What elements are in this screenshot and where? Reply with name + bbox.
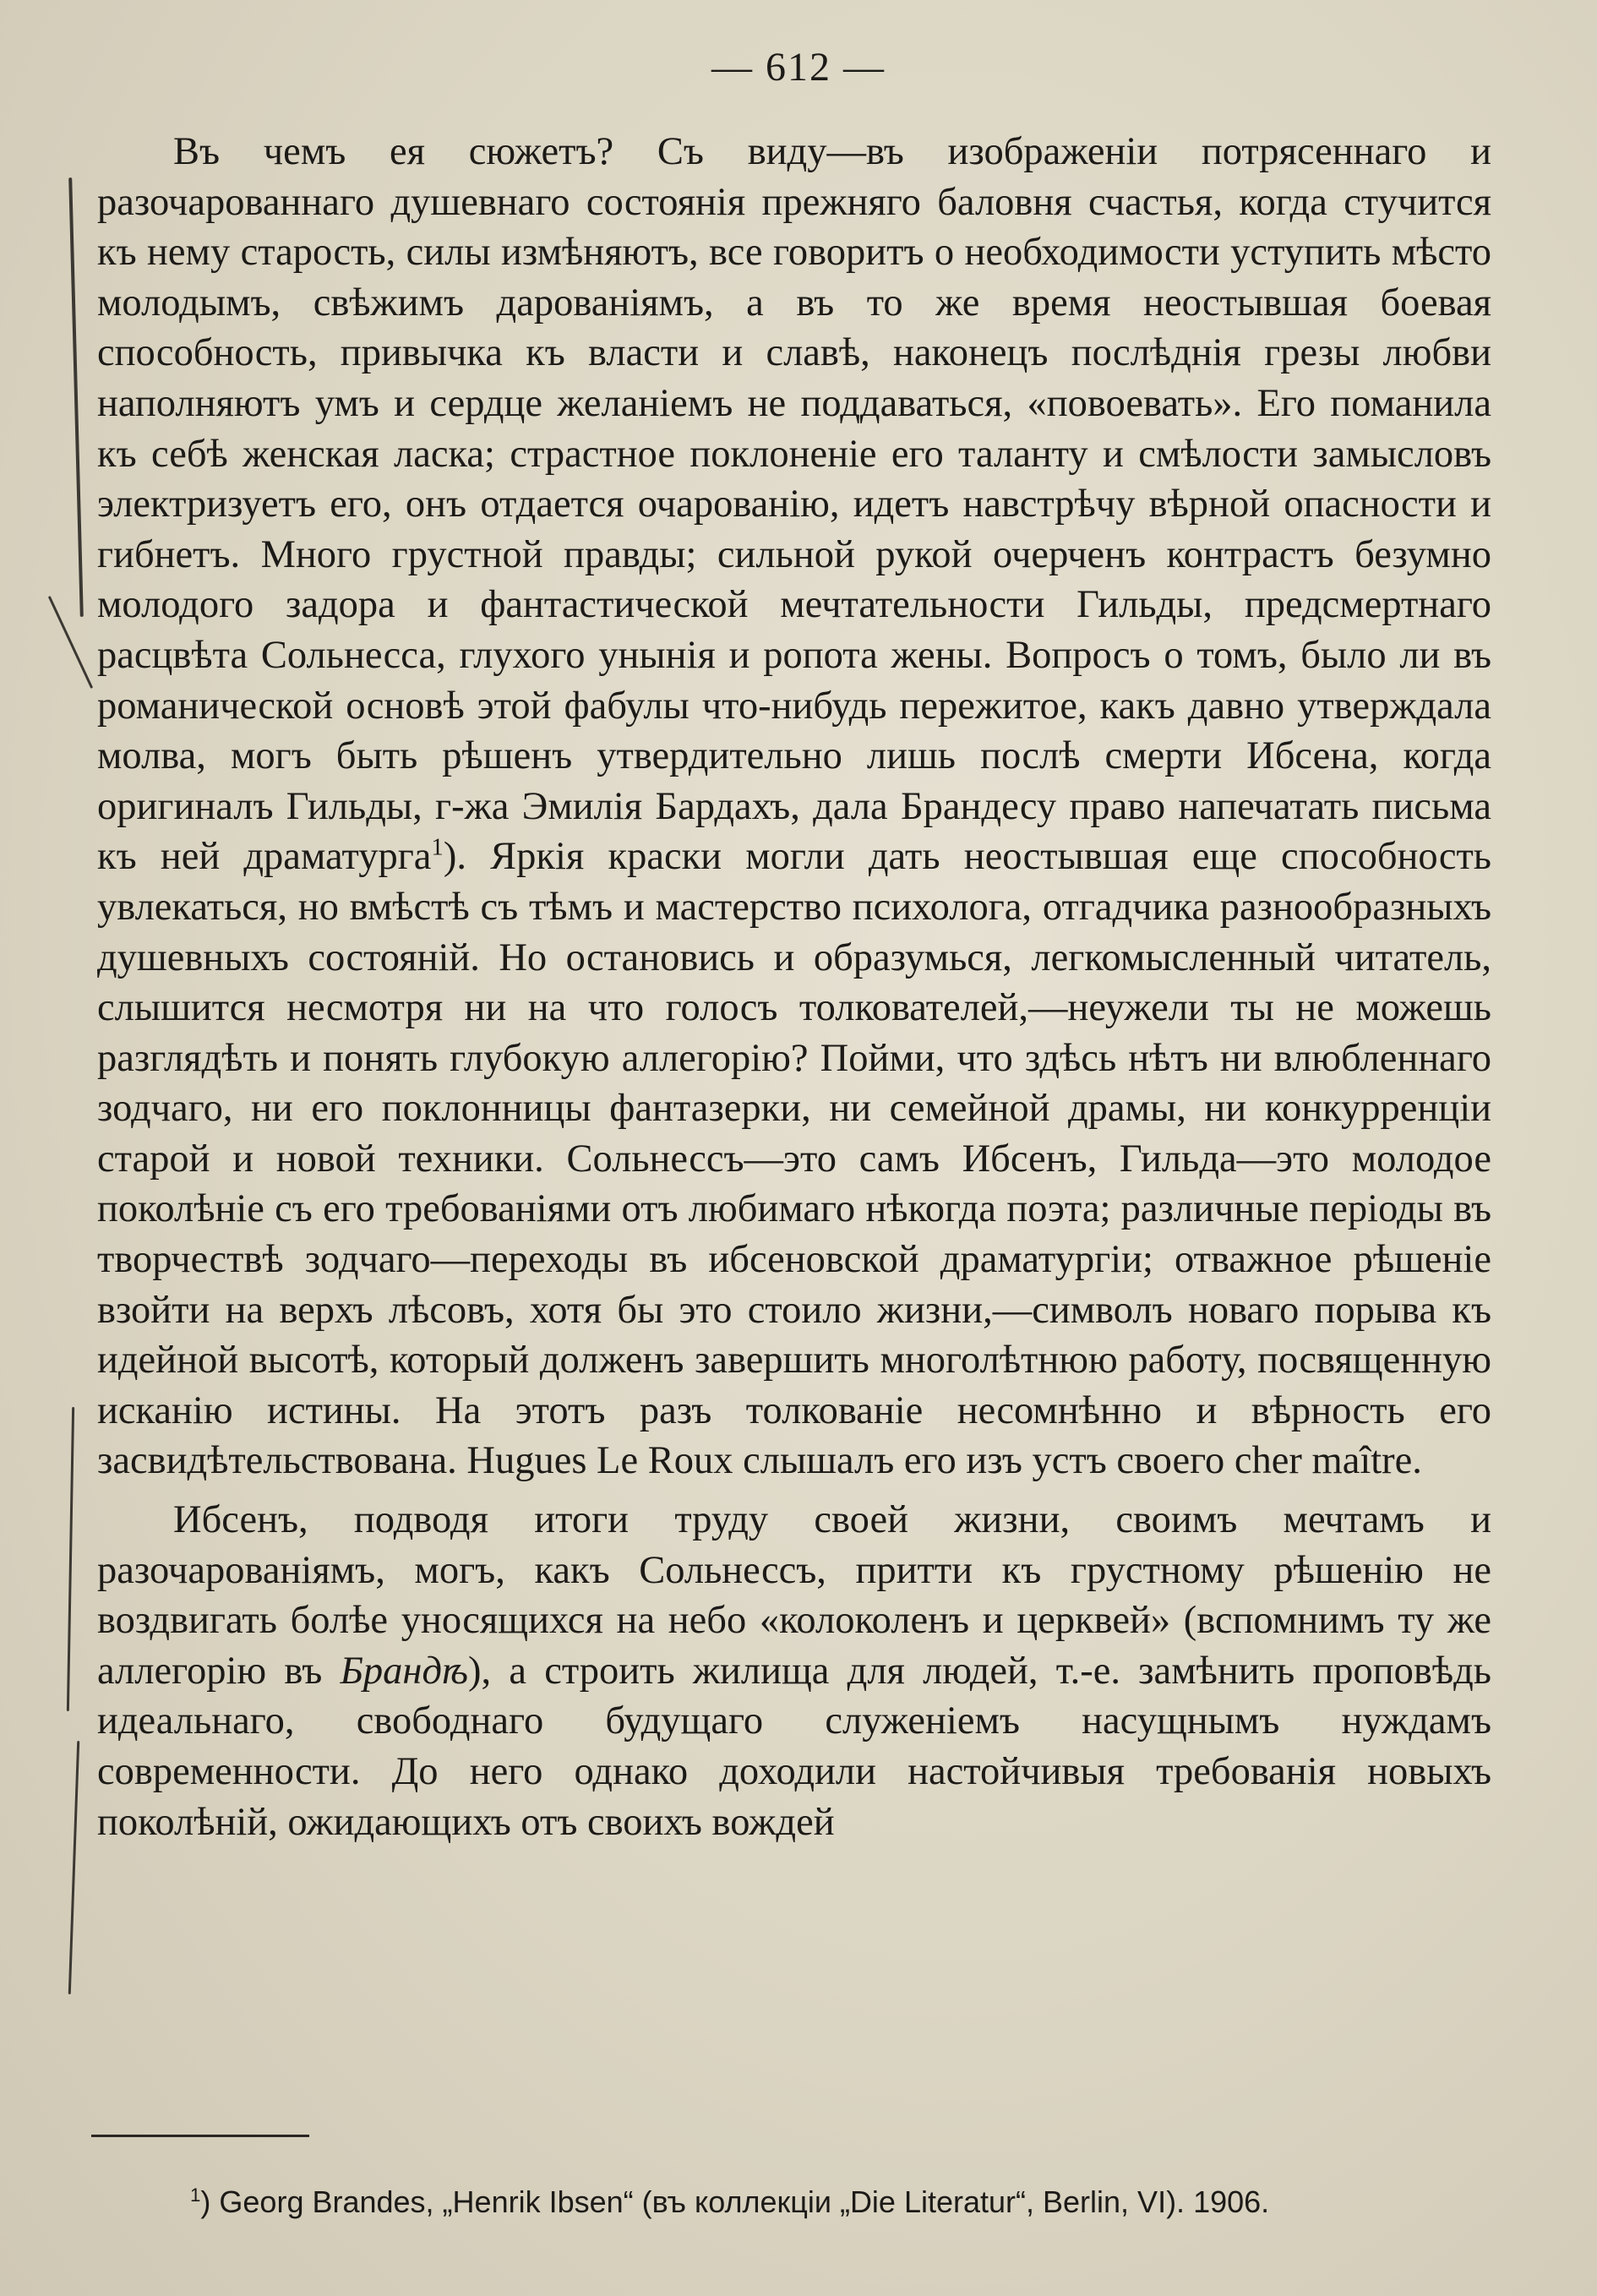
paragraph-2: [97, 1495, 1491, 1847]
margin-pencil-mark: [68, 177, 84, 617]
paragraph-2-text: Ибсенъ, подводя итоги труду своей жизни, своимъ мечтамъ и разочарованіямъ, могъ, какъ Сольнессъ, притти къ грустному рѣшенію не воздвигать болѣе уносящихся на небо «колоколенъ и церквей» (вспомнимъ ту же аллегорію въ: [97, 1498, 1491, 1693]
paragraph-1-text: Въ чемъ ея сюжетъ? Съ виду—въ изображеніи потрясеннаго и разочарованнаго душевнаго состоянія прежняго баловня счастья, когда стучится къ нему старость, силы измѣняютъ, все говоритъ о необходимости уступить мѣсто молодымъ, свѣжимъ дарованіямъ, а въ то же время неостывшая боевая способность, привычка къ власти и славѣ, наконецъ послѣднія грезы любви наполняютъ умъ и сердце желаніемъ не поддаваться, «повоевать». Его поманила къ себѣ женская ласка; страстное поклоненіе его таланту и смѣлости замысловъ электризуетъ его, онъ отдается очарованію, идетъ навстрѣчу вѣрной опасности и гибнетъ. Много грустной правды; сильной рукой очерченъ контрастъ безумно молодого задора и фантастической мечтательности Гильды, предсмертнаго расцвѣта Сольнесса, глухого унынія и ропота жены. Вопросъ о томъ, было ли въ романической основѣ этой фабулы что-нибудь пережитое, какъ давно утверждала молва, могъ быть рѣшенъ утвердительно лишь послѣ смерти Ибсена, когда оригиналъ Гильды, г-жа Эмилія Бардахъ, дала Брандесу право напечатать письма къ ней драматурга: [97, 130, 1491, 879]
margin-pencil-mark: [48, 596, 93, 689]
footnote: [190, 2182, 1491, 2222]
paragraph-1-continuation: ). Яркія краски могли дать неостывшая еще способность увлекаться, но вмѣстѣ съ тѣмъ и мастерство психолога, отгадчика разнообразныхъ душевныхъ состояній. Но остановись и образумься, легкомысленный читатель, слышится несмотря ни на что голосъ толкователей,—неужели ты не можешь разглядѣть и понять глубокую аллегорію? Пойми, что здѣсь нѣтъ ни влюбленнаго зодчаго, ни его поклонницы фантазерки, ни семейной драмы, ни конкурренціи старой и новой техники. Сольнессъ—это самъ Ибсенъ, Гильда—это молодое поколѣніе съ его требованіями отъ любимаго нѣкогда поэта; различные періоды въ творчествѣ зодчаго—переходы въ ибсеновской драматургіи; отважное рѣшеніе взойти на верхъ лѣсовъ, хотя бы это стоило жизни,—символъ новаго порыва къ идейной высотѣ, который долженъ завершить многолѣтнюю работу, посвященную исканію истины. На этотъ разъ толкованіе несомнѣнно и вѣрность его засвидѣтельствована. Hugues Le Roux слышалъ его изъ устъ своего cher maître.: [97, 835, 1491, 1483]
paragraph-2-continuation: ), а строить жилища для людей, т.-е. замѣнить проповѣдь идеальнаго, свободнаго будущаго служеніемъ насущнымъ нуждамъ современности. До него однако доходили настойчивыя требованія новыхъ поколѣній, ожидающихъ отъ своихъ вождей: [97, 1649, 1491, 1844]
footnote-reference[interactable]: 1: [431, 833, 444, 861]
paragraph-1: [97, 127, 1491, 1486]
footnote-divider: [91, 2135, 309, 2137]
body-text: [97, 127, 1491, 1847]
margin-pencil-mark: [68, 1741, 79, 1994]
italic-title: Брандѣ: [340, 1649, 469, 1693]
footnote-marker: 1: [190, 2184, 201, 2206]
footnote-text: ) Georg Brandes, „Henrik Ibsen“ (въ коллекціи „Die Literatur“, Berlin, VI). 1906.: [200, 2184, 1270, 2219]
page-number: — 612 —: [711, 45, 886, 90]
margin-pencil-mark: [67, 1407, 74, 1711]
